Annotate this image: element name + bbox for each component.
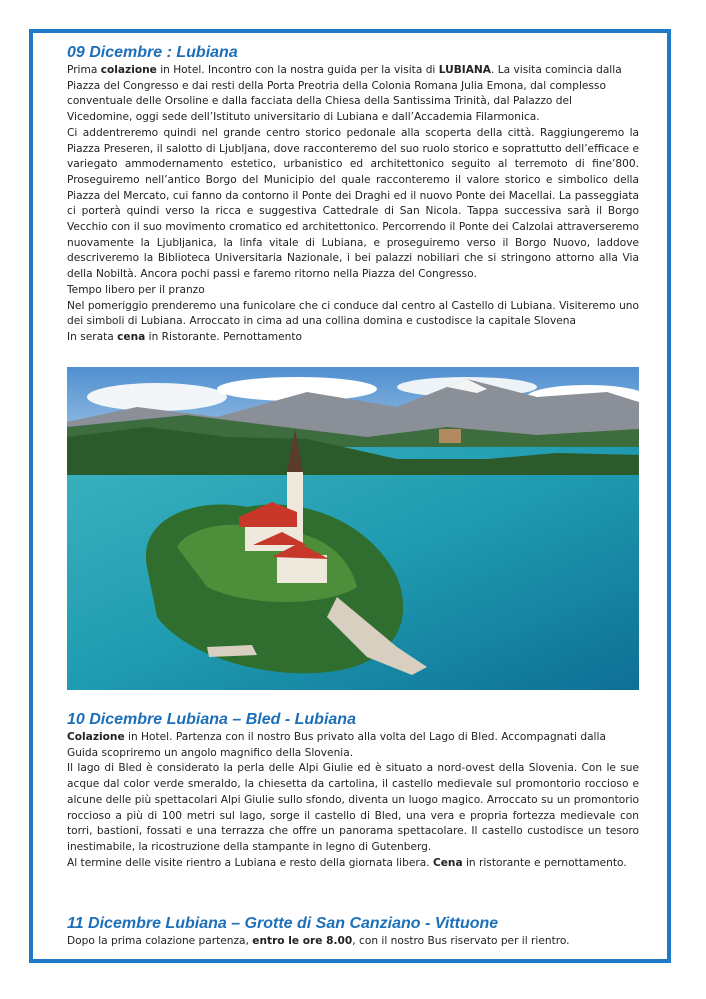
day-09-section bbox=[67, 43, 639, 346]
paragraph: Prima colazione in Hotel. Incontro con la nostra guida per la visita di LUBIANA. La visita comincia dalla Piazza del Congresso e dai resti della Porta Preotria della Colonia Romana Julia Emona, dal complesso conventuale delle Orsoline e dalla facciata della Chiesa della Santissima Trinità, dal Palazzo del Vicedomine, oggi sede dell’Istituto universitario di Lubiana e dall’Accademia Filarmonica. bbox=[67, 64, 622, 124]
lake-bled-photo bbox=[67, 367, 639, 690]
paragraph: Al termine delle visite rientro a Lubiana e resto della giornata libera. Cena in ristorante e pernottamento. bbox=[67, 856, 627, 869]
day-title: 11 Dicembre Lubiana – Grotte di San Canziano - Vittuone bbox=[67, 915, 499, 932]
paragraph: Tempo libero per il pranzo bbox=[67, 283, 205, 296]
paragraph: In serata cena in Ristorante. Pernottamento bbox=[67, 330, 302, 343]
paragraph: Colazione in Hotel. Partenza con il nostro Bus privato alla volta del Lago di Bled. Accompagnati dalla Guida scopriremo un angolo magnifico della Slovenia. bbox=[67, 731, 606, 759]
day-title: 09 Dicembre : Lubiana bbox=[67, 44, 238, 61]
paragraph: Nel pomeriggio prenderemo una funicolare che ci conduce dal centro al Castello di Lubiana. Visiteremo uno dei simboli di Lubiana. Arroccato in cima ad una collina domina e custodisce la capitale Slovena bbox=[67, 299, 639, 328]
day-11-section bbox=[67, 914, 639, 950]
day-10-section bbox=[67, 710, 639, 871]
paragraph: Il lago di Bled è considerato la perla delle Alpi Giulie ed è situato a nord-ovest della Slovenia. Con le sue acque dal color verde smeraldo, la chiesetta da cartolina, il castello medievale sul promontorio roccioso e alcune delle più spettacolari Alpi Giulie sullo sfondo, diventa un luogo magico. Arroccato su un promontorio roccioso a più di 100 metri sul lago, sorge il castello di Bled, una vera e propria fortezza medievale con torri, bastioni, fossati e una terrazza che offre un panorama spettacolare. Il castello custodisce un tesoro inestimabile, la ricostruzione della stampante in legno di Gutenberg. bbox=[67, 762, 639, 853]
paragraph: Dopo la prima colazione partenza, entro le ore 8.00, con il nostro Bus riservato per il rientro. bbox=[67, 935, 570, 947]
day-title: 10 Dicembre Lubiana – Bled - Lubiana bbox=[67, 711, 356, 728]
paragraph: Ci addentreremo quindi nel grande centro storico pedonale alla scoperta della città. Raggiungeremo la Piazza Preseren, il salotto di Ljubljana, dove racconteremo del suo ruolo storico e soprattutto dell’efficace e variegato ammodernamento estetico, urbanistico ed architettonico seguito al terremoto di fine’800. Proseguiremo nell’antico Borgo del Municipio del quale racconteremo il valore storico e simbolico della Piazza del Mercato, cui fanno da contorno il Ponte dei Draghi ed il nuovo Ponte dei Macellai. La passeggiata ci porterà quindi verso la ricca e suggestiva Cattedrale di San Nicola. Tappa successiva sarà il Borgo Vecchio con il suo movimento cromatico ed architettonico. Percorrendo il Ponte dei Calzolai attraverseremo nuovamente la Ljubljanica, la linfa vitale di Lubiana, e proseguiremo verso il Borgo Nuovo, laddove descriveremo la Biblioteca Universitaria Nazionale, i bei palazzi nobiliari che si stringono attorno alla Via della Nobiltà. Ancora pochi passi e faremo ritorno nella Piazza del Congresso. bbox=[67, 126, 639, 281]
